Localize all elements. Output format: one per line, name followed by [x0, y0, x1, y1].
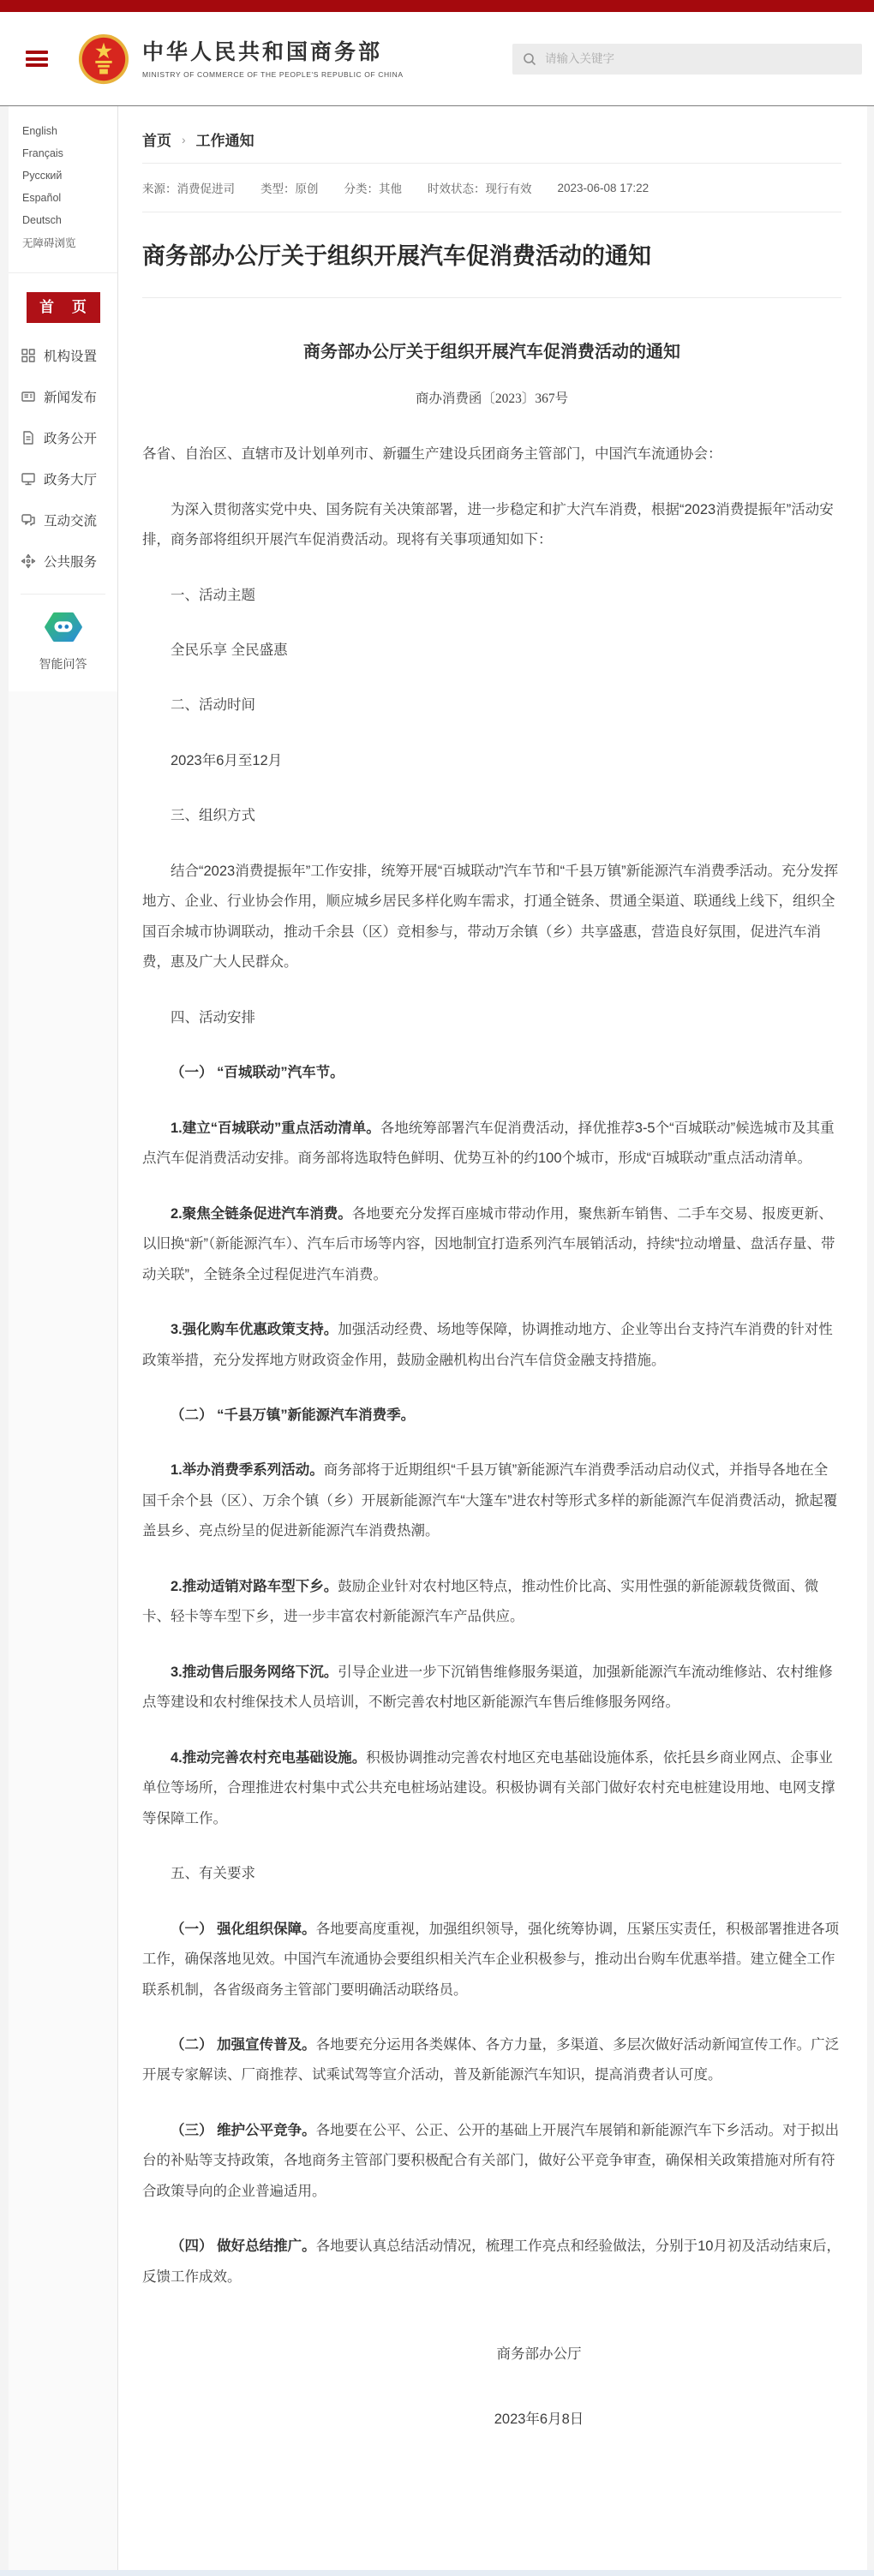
search-input[interactable]	[545, 52, 852, 65]
title-divider	[142, 297, 841, 298]
document-paragraph: 一、活动主题	[171, 587, 255, 603]
meta-category: 分类：其他	[344, 182, 402, 195]
document-title: 商务部办公厅关于组织开展汽车促消费活动的通知	[303, 343, 680, 362]
paragraph-lead: 3.推动售后服务网络下沉。	[171, 1664, 338, 1680]
document-paragraph: 4.推动完善农村充电基础设施。积极协调推动完善农村地区充电基础设施体系，依托县乡商业网点、企事业单位等场所，合理推进农村集中式公共充电桩场站建设。积极协调有关部门做好农村充电桩建设用地、电网支撑等保障工作。	[142, 1749, 835, 1826]
language-link[interactable]: Deutsch	[22, 214, 62, 226]
paragraph-lead: （四） 做好总结推广。	[171, 2238, 316, 2255]
sidebar-item-政务公开[interactable]	[21, 417, 117, 458]
paragraph-lead: 3.强化购车优惠政策支持。	[171, 1322, 338, 1338]
site-header	[0, 12, 874, 106]
document-paragraph: （三） 维护公平竞争。各地要在公平、公正、公开的基础上开展汽车展销和新能源汽车下乡活动。对于拟出台的补贴等支持政策，各地商务主管部门要积极配合有关部门，做好公平竞争审查，确保相关政策措施对所有符合政策导向的企业普遍适用。	[142, 2122, 840, 2199]
document-body	[142, 439, 841, 2292]
site-title: 中华人民共和国商务部	[142, 39, 383, 64]
brand-text	[142, 39, 404, 79]
language-link[interactable]: Español	[22, 192, 62, 204]
document-paragraph: （一） 强化组织保障。各地要高度重视，加强组织领导，强化统筹协调，压紧压实责任，积极部署推进各项工作，确保落地见效。中国汽车流通协会要组织相关汽车企业积极参与，推动出台购车优惠举措。建立健全工作联系机制，各省级商务主管部门要明确活动联络员。	[142, 1921, 840, 1998]
paragraph-lead: （三） 维护公平竞争。	[171, 2122, 316, 2138]
news-icon	[21, 389, 36, 404]
search-icon	[523, 52, 536, 66]
document-number: 商办消费函〔2023〕367号	[415, 391, 569, 407]
smart-qa-block	[21, 594, 105, 672]
language-link[interactable]: Français	[22, 147, 63, 159]
document-paragraph: （四） 做好总结推广。各地要认真总结活动情况，梳理工作亮点和经验做法，分别于10月初及活动结束后，反馈工作成效。	[142, 2238, 841, 2285]
breadcrumb-separator-icon: ›	[182, 132, 186, 146]
sidebar-item-互动交流[interactable]	[21, 499, 117, 541]
language-link[interactable]: English	[22, 125, 57, 137]
paragraph-lead: （一） 强化组织保障。	[171, 1921, 316, 1937]
page-title: 商务部办公厅关于组织开展汽车促消费活动的通知	[142, 243, 651, 269]
chat-icon	[21, 512, 36, 528]
language-link[interactable]: Русский	[22, 170, 63, 182]
smart-qa-label[interactable]: 智能问答	[39, 657, 87, 671]
paragraph-lead: 4.推动完善农村充电基础设施。	[171, 1749, 367, 1766]
breadcrumb-current[interactable]: 工作通知	[195, 133, 254, 149]
national-emblem-logo	[77, 33, 130, 86]
compass-icon	[21, 553, 36, 569]
sidebar	[9, 106, 118, 2570]
sidebar-item-label: 机构设置	[44, 350, 98, 364]
document-paragraph: 四、活动安排	[171, 1009, 255, 1025]
signature-date: 2023年6月8日	[494, 2412, 584, 2428]
document-paragraph: 为深入贯彻落实党中央、国务院有关决策部署，进一步稳定和扩大汽车消费，根据“2023消费提振年”活动安排，商务部将组织开展汽车促消费活动。现将有关事项通知如下：	[142, 501, 834, 548]
document-paragraph: 2.推动适销对路车型下乡。鼓励企业针对农村地区特点，推动性价比高、实用性强的新能源载货微面、微卡、轻卡等车型下乡，进一步丰富农村新能源汽车产品供应。	[142, 1578, 819, 1625]
document-paragraph: 3.强化购车优惠政策支持。加强活动经费、场地等保障，协调推动地方、企业等出台支持汽车消费的针对性政策举措，充分发挥地方财政资金作用，鼓励金融机构出台汽车信贷金融支持措施。	[142, 1322, 833, 1368]
site-subtitle: MINISTRY OF COMMERCE OF THE PEOPLE'S REPUBLIC OF CHINA	[142, 69, 404, 79]
meta-status: 时效状态：现行有效	[428, 182, 532, 195]
document-paragraph	[142, 1058, 841, 1088]
document-paragraph: 2.聚焦全链条促进汽车消费。各地要充分发挥百座城市带动作用，聚焦新车销售、二手车交易、报废更新、以旧换“新”（新能源汽车）、汽车后市场等内容，因地制宜打造系列汽车展销活动，持续“拉动增量、盘活存量、带动关联”，全链条全过程促进汽车消费。	[142, 1205, 835, 1282]
sidebar-item-label: 互动交流	[44, 514, 98, 529]
sidebar-item-label: 政务大厅	[44, 473, 98, 487]
sidebar-item-公共服务[interactable]	[21, 541, 117, 582]
paragraph-lead: （一） “百城联动”汽车节。	[171, 1065, 344, 1081]
document-paragraph: （二） 加强宣传普及。各地要充分运用各类媒体、各方力量，多渠道、多层次做好活动新闻宣传工作。广泛开展专家解读、厂商推荐、试乘试驾等宣介活动，普及新能源汽车知识，提高消费者认可度。	[142, 2037, 840, 2083]
meta-source: 来源：消费促进司	[142, 182, 235, 195]
top-red-bar	[0, 0, 874, 12]
paragraph-lead: （二） “千县万镇”新能源汽车消费季。	[171, 1407, 416, 1423]
language-links	[9, 106, 117, 273]
paragraph-lead: 1.举办消费季系列活动。	[171, 1462, 324, 1479]
sidebar-item-政务大厅[interactable]	[21, 458, 117, 499]
monitor-icon	[21, 471, 36, 487]
paragraph-lead: 2.聚焦全链条促进汽车消费。	[171, 1205, 352, 1222]
document-paragraph: 结合“2023消费提振年”工作安排，统筹开展“百城联动”汽车节和“千县万镇”新能源汽车消费季活动。充分发挥地方、企业、行业协会作用，顺应城乡居民多样化购车需求，打通全链条、贯通全渠道、联通线上线下，组织全国百余城市协调联动，推动千余县（区）竞相参与，带动万余镇（乡）共享盛惠，营造良好氛围，促进汽车消费，惠及广大人民群众。	[142, 863, 839, 971]
paragraph-lead: 1.建立“百城联动”重点活动清单。	[171, 1120, 380, 1136]
meta-datetime: 2023-06-08 17:22	[557, 181, 650, 194]
document-paragraph: 五、有关要求	[171, 1866, 255, 1882]
robot-icon[interactable]	[44, 610, 83, 644]
language-link[interactable]: 无障碍浏览	[22, 237, 76, 249]
document-paragraph: 3.推动售后服务网络下沉。引导企业进一步下沉销售维修服务渠道，加强新能源汽车流动维修站、农村维修点等建设和农村维保技术人员培训，不断完善农村地区新能源汽车售后维修服务网络。	[142, 1664, 833, 1711]
document-paragraph: 1.举办消费季系列活动。商务部将于近期组织“千县万镇”新能源汽车消费季活动启动仪式，并指导各地在全国千余个县（区）、万余个镇（乡）开展新能源汽车“大篷车”进农村等形式多样的新能源汽车促消费活动，掀起覆盖县乡、亮点纷呈的促进新能源汽车消费热潮。	[142, 1462, 838, 1539]
hamburger-menu-icon[interactable]	[26, 51, 48, 67]
sidebar-item-label: 政务公开	[44, 432, 98, 446]
sidebar-home-button[interactable]: 首 页	[27, 292, 100, 323]
sidebar-item-新闻发布[interactable]	[21, 376, 117, 417]
document-paragraph	[142, 1401, 841, 1431]
search-box	[512, 44, 862, 75]
document-paragraph: 二、活动时间	[171, 697, 255, 714]
document-paragraph: 各省、自治区、直辖市及计划单列市、新疆生产建设兵团商务主管部门，中国汽车流通协会：	[142, 446, 722, 463]
sidebar-panel	[9, 106, 117, 691]
paragraph-lead: 2.推动适销对路车型下乡。	[171, 1578, 338, 1594]
meta-type: 类型：原创	[260, 182, 319, 195]
article-meta-row	[142, 164, 841, 212]
paragraph-lead: （二） 加强宣传普及。	[171, 2037, 316, 2053]
document-paragraph: 2023年6月至12月	[171, 752, 283, 768]
body-wrap	[0, 106, 874, 2570]
sidebar-item-label: 公共服务	[44, 555, 98, 570]
breadcrumb-home[interactable]: 首页	[142, 133, 171, 149]
breadcrumb	[142, 106, 841, 164]
sidebar-menu	[9, 330, 117, 585]
grid-icon	[21, 348, 36, 363]
sidebar-item-label: 新闻发布	[44, 391, 98, 405]
document-icon	[21, 430, 36, 445]
document-paragraph: 1.建立“百城联动”重点活动清单。各地统筹部署汽车促消费活动，择优推荐3-5个“百城联动”候选城市及其重点汽车促消费活动安排。商务部将选取特色鲜明、优势互补的约100个城市，形成“百城联动”重点活动清单。	[142, 1120, 835, 1167]
document-paragraph: 三、组织方式	[171, 808, 255, 824]
document-paragraph: 全民乐享 全民盛惠	[171, 643, 288, 659]
footer-strip	[0, 2570, 874, 2576]
signature: 商务部办公厅	[496, 2346, 582, 2363]
sidebar-item-机构设置[interactable]	[21, 335, 117, 376]
main-content	[118, 106, 867, 2570]
